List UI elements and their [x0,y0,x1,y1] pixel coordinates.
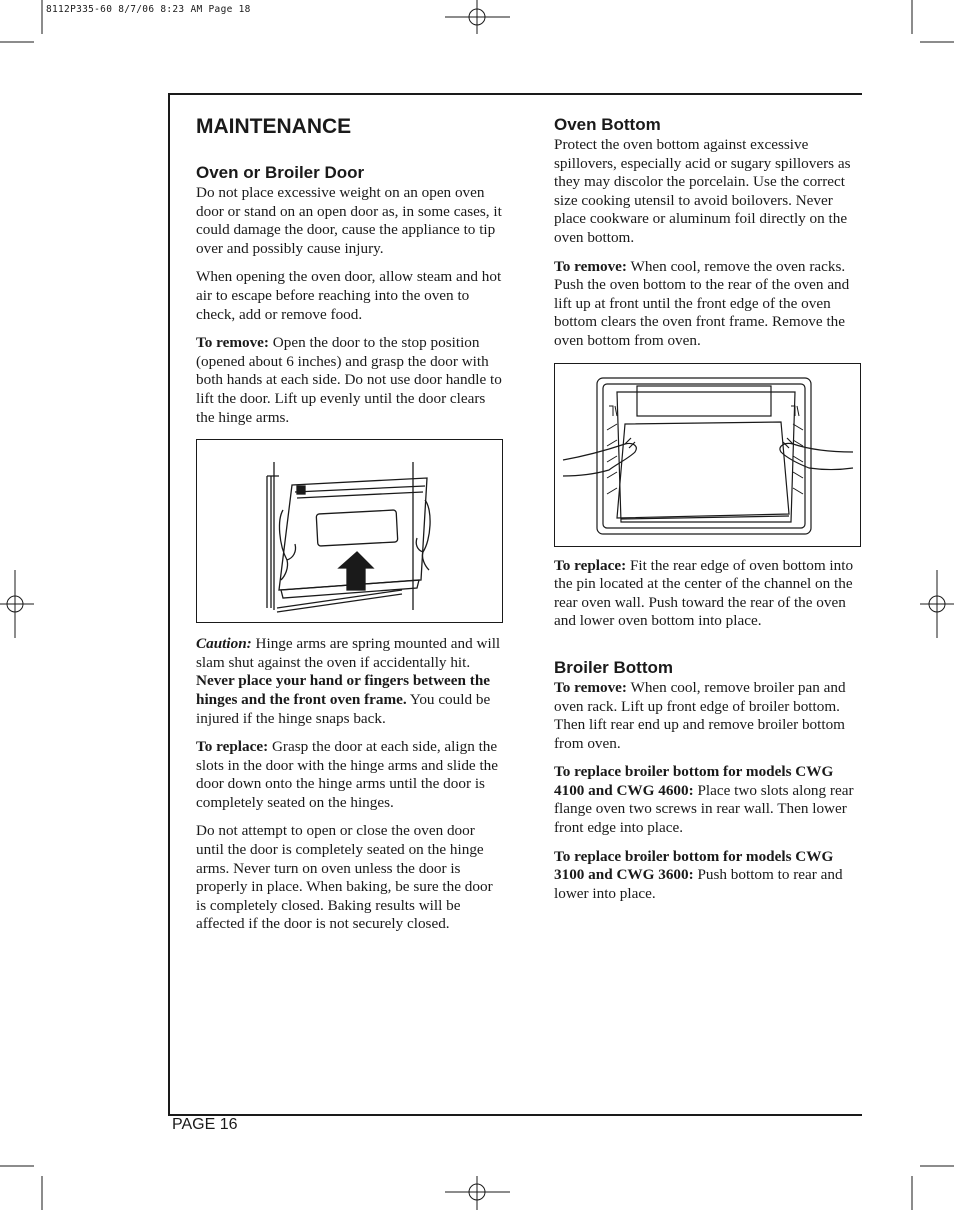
page-title: MAINTENANCE [196,115,352,138]
oven-bottom-replace-paragraph: To replace: Fit the rear edge of oven bottom into the pin located at the center of the channel on the rear oven wall. Push toward the rear of the oven and lower oven bottom into place. [554,556,854,630]
door-replace-paragraph: To replace: Grasp the door at each side, align the slots in the door with the hinge arms and slide the door down onto the hinge arms until the door is completely seated on the hinges. [196,738,499,811]
door-paragraph-2: When opening the oven door, allow steam and hot air to escape before reaching into the oven to check, add or remove food. [196,268,502,323]
right-column [554,114,860,913]
left-column [196,114,504,944]
frame-left-rule [168,93,170,1115]
section-heading-broiler-bottom: Broiler Bottom [554,657,673,677]
door-caution-paragraph: Caution: Hinge arms are spring mounted and will slam shut against the oven if accidentally hit. Never place your hand or fingers between the hinges and the front oven frame. You could be injured if the hinge snaps back. [196,635,501,727]
section-heading-door: Oven or Broiler Door [196,163,365,182]
oven-bottom-remove-paragraph: To remove: When cool, remove the oven racks. Push the oven bottom to the rear of the oven and lift up at front until the front edge of the oven bottom clears the oven front frame. Remove the oven bottom from oven. [554,257,850,349]
door-remove-paragraph: To remove: Open the door to the stop position (opened about 6 inches) and grasp the door with both hands at each side. Do not use door handle to lift the door. Lift up evenly until the door clears the hinge arms. [196,334,502,426]
page-number: PAGE 16 [172,1116,238,1133]
door-removal-illustration [196,439,503,623]
section-heading-oven-bottom: Oven Bottom [554,115,661,134]
oven-bottom-paragraph-1: Protect the oven bottom against excessive spillovers, especially acid or sugary spillovers as they may discolor the porcelain. Use the correct size cooking utensil to avoid boilovers. Never place cookware or aluminum foil directly on the oven bottom. [554,136,851,246]
frame-bottom-rule [168,1114,862,1116]
oven-bottom-illustration [554,363,861,547]
print-slug: 8112P335-60 8/7/06 8:23 AM Page 18 [46,4,251,15]
door-paragraph-1: Do not place excessive weight on an open oven door or stand on an open door as, in some cases, it could damage the door, cause the appliance to tip over and possibly cause injury. [196,184,502,257]
door-paragraph-last: Do not attempt to open or close the oven door until the door is completely seated on the hinge arms. Never turn on oven unless the door is properly in place. When baking, be sure the door is completely closed. Baking results will be affected if the door is not securely closed. [196,822,493,933]
frame-top-rule [168,93,862,95]
broiler-bottom-remove-paragraph: To remove: When cool, remove broiler pan and oven rack. Lift up front edge of broiler bottom. Then lift rear end up and remove broiler bottom from oven. [554,678,846,752]
broiler-bottom-replace-4100-paragraph: To replace broiler bottom for models CWG 4100 and CWG 4600: Place two slots along rear flange oven two screws in rear wall. Then lower front edge into place. [554,763,854,837]
broiler-bottom-replace-3100-paragraph: To replace broiler bottom for models CWG 3100 and CWG 3600: Push bottom to rear and lower into place. [554,847,843,902]
